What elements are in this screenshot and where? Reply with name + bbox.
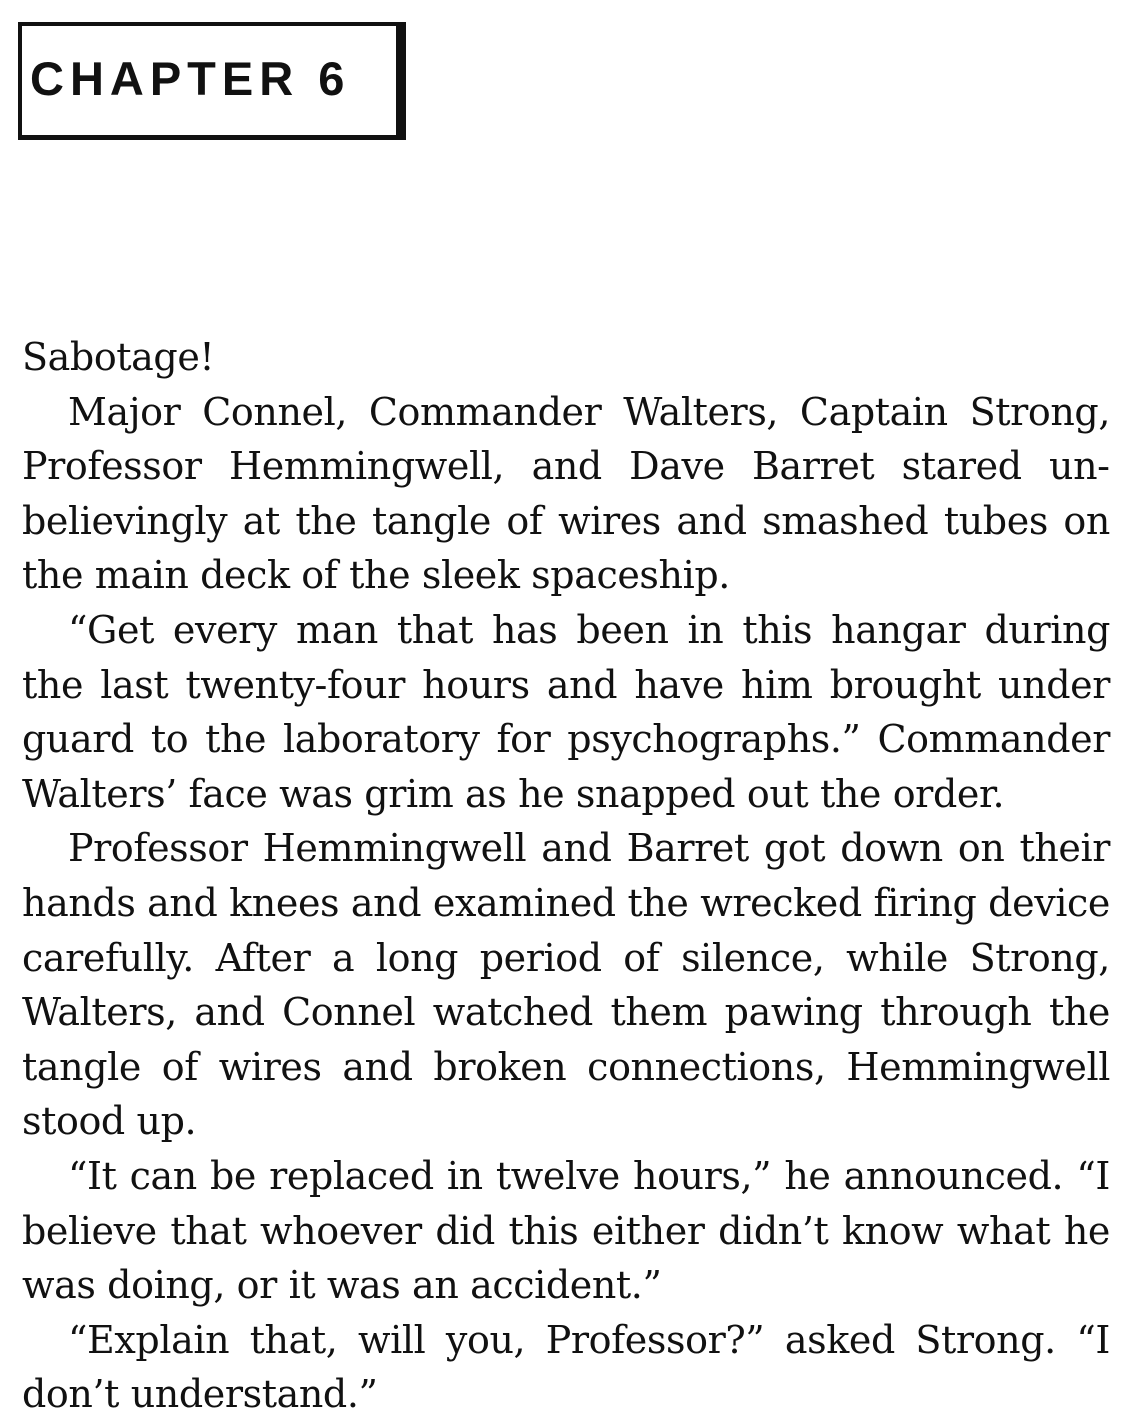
body-text	[22, 330, 1110, 1422]
paragraph: Major Connel, Commander Walters, Captain Strong, Professor Hemmingwell, and Dave Barret stared unbelievingly at the tangle of wires and smashed tubes on the main deck of the sleek spaceship.	[22, 389, 1110, 598]
paragraph: “It can be replaced in twelve hours,” he announced. “I believe that whoever did this either didn’t know what he was doing, or it was an accident.”	[22, 1153, 1110, 1308]
chapter-heading-box	[18, 22, 406, 140]
paragraph: Professor Hemmingwell and Barret got down on their hands and knees and examined the wrecked firing device carefully. After a long period of silence, while Strong, Walters, and Connel watched them pawing through the tangle of wires and broken connections, Hemmingwell stood up.	[22, 826, 1110, 1144]
paragraph: Sabotage!	[22, 335, 215, 379]
paragraph: “Get every man that has been in this hangar during the last twenty-four hours and have him brought under guard to the laboratory for psychographs.” Commander Walters’ face was grim as he snapped out the order.	[22, 607, 1110, 816]
paragraph: “Explain that, will you, Professor?” asked Strong. “I don’t understand.”	[22, 1317, 1110, 1417]
chapter-heading: CHAPTER 6	[30, 52, 351, 105]
